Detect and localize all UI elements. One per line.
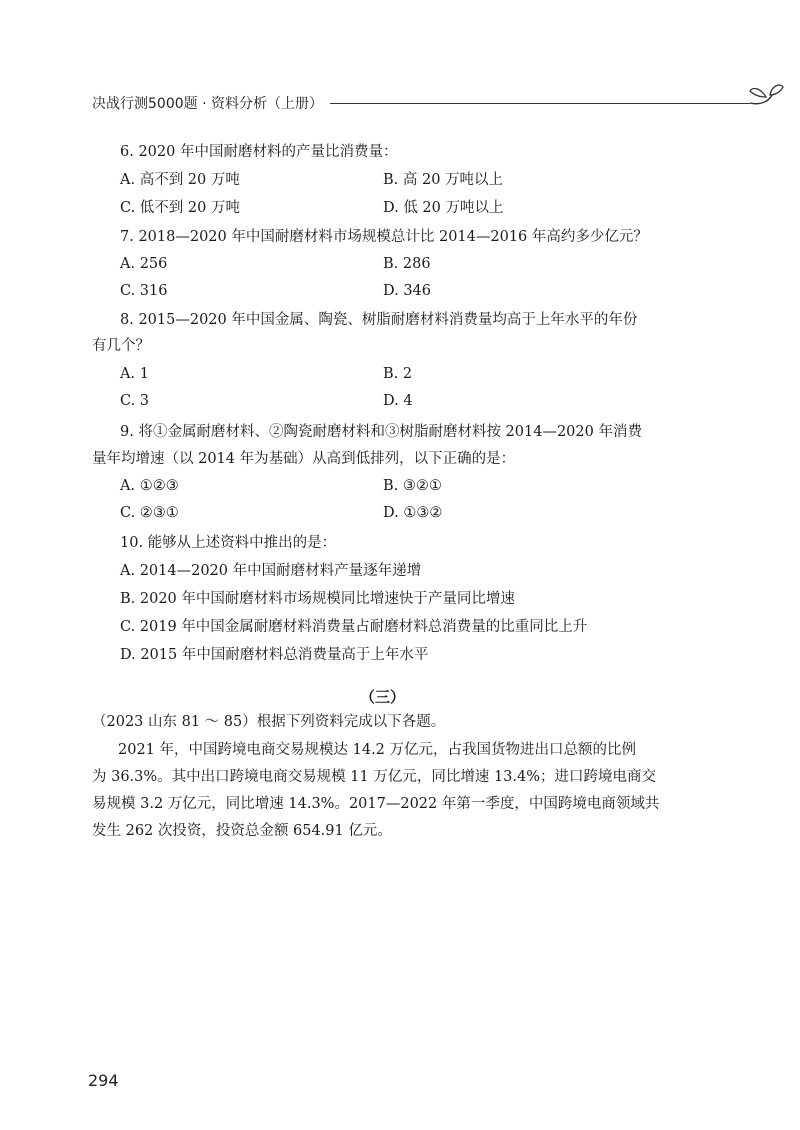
question-9-option-a: A. ①②③: [120, 478, 179, 494]
question-10-option-d: D. 2015 年中国耐磨材料总消费量高于上年水平: [120, 647, 429, 663]
book-title: 决战行测5000题 · 资料分析（上册）: [92, 96, 323, 112]
page-number: 294: [88, 1071, 119, 1090]
question-6-option-d: D. 低 20 万吨以上: [383, 200, 504, 216]
question-6-stem: 6. 2020 年中国耐磨材料的产量比消费量：: [120, 144, 398, 160]
question-10-option-a: A. 2014—2020 年中国耐磨材料产量逐年递增: [120, 563, 422, 579]
question-7-stem: 7. 2018—2020 年中国耐磨材料市场规模总计比 2014—2016 年高约多少亿元？: [120, 229, 648, 245]
running-header: [92, 93, 692, 117]
material-paragraph-line-1: 2021 年，中国跨境电商交易规模达 14.2 万亿元，占我国货物进出口总额的比例: [118, 742, 637, 758]
question-9-option-b: B. ③②①: [383, 478, 442, 494]
question-7-option-a: A. 256: [120, 256, 168, 272]
question-8-option-a: A. 1: [120, 366, 149, 382]
section-intro: （2023 山东 81 ～ 85）根据下列资料完成以下各题。: [92, 714, 446, 730]
material-paragraph-line-4: 发生 262 次投资，投资总金额 654.91 亿元。: [92, 823, 392, 839]
question-9-option-c: C. ②③①: [120, 505, 179, 521]
question-6-option-a: A. 高不到 20 万吨: [120, 172, 240, 188]
question-8-stem: 8. 2015—2020 年中国金属、陶瓷、树脂耐磨材料消费量均高于上年水平的年份: [120, 312, 638, 328]
question-7-option-c: C. 316: [120, 283, 168, 299]
question-9-stem: 9. 将①金属耐磨材料、②陶瓷耐磨材料和③树脂耐磨材料按 2014—2020 年消费: [120, 424, 642, 440]
material-paragraph-line-3: 易规模 3.2 万亿元，同比增速 14.3%。2017—2022 年第一季度，中国跨境电商领域共: [92, 796, 660, 812]
question-8-option-b: B. 2: [383, 366, 413, 382]
header-rule: [330, 103, 750, 104]
question-7-option-d: D. 346: [383, 283, 432, 299]
section-heading: （三）: [360, 688, 406, 706]
question-8-option-c: C. 3: [120, 393, 150, 409]
leaf-icon: [746, 81, 786, 111]
question-8-stem-cont: 有几个？: [92, 338, 150, 354]
question-9-option-d: D. ①③②: [383, 505, 443, 521]
question-10-stem: 10. 能够从上述资料中推出的是：: [120, 535, 337, 551]
question-9-stem-cont: 量年均增速（以 2014 年为基础）从高到低排列，以下正确的是：: [92, 451, 516, 467]
question-10-option-b: B. 2020 年中国耐磨材料市场规模同比增速快于产量同比增速: [120, 591, 515, 607]
question-8-option-d: D. 4: [383, 393, 413, 409]
material-paragraph-line-2: 为 36.3%。其中出口跨境电商交易规模 11 万亿元，同比增速 13.4%；进口跨境电商交: [92, 769, 657, 785]
question-6-option-b: B. 高 20 万吨以上: [383, 172, 504, 188]
question-10-option-c: C. 2019 年中国金属耐磨材料消费量占耐磨材料总消费量的比重同比上升: [120, 619, 588, 635]
question-6-option-c: C. 低不到 20 万吨: [120, 200, 240, 216]
question-7-option-b: B. 286: [383, 256, 431, 272]
